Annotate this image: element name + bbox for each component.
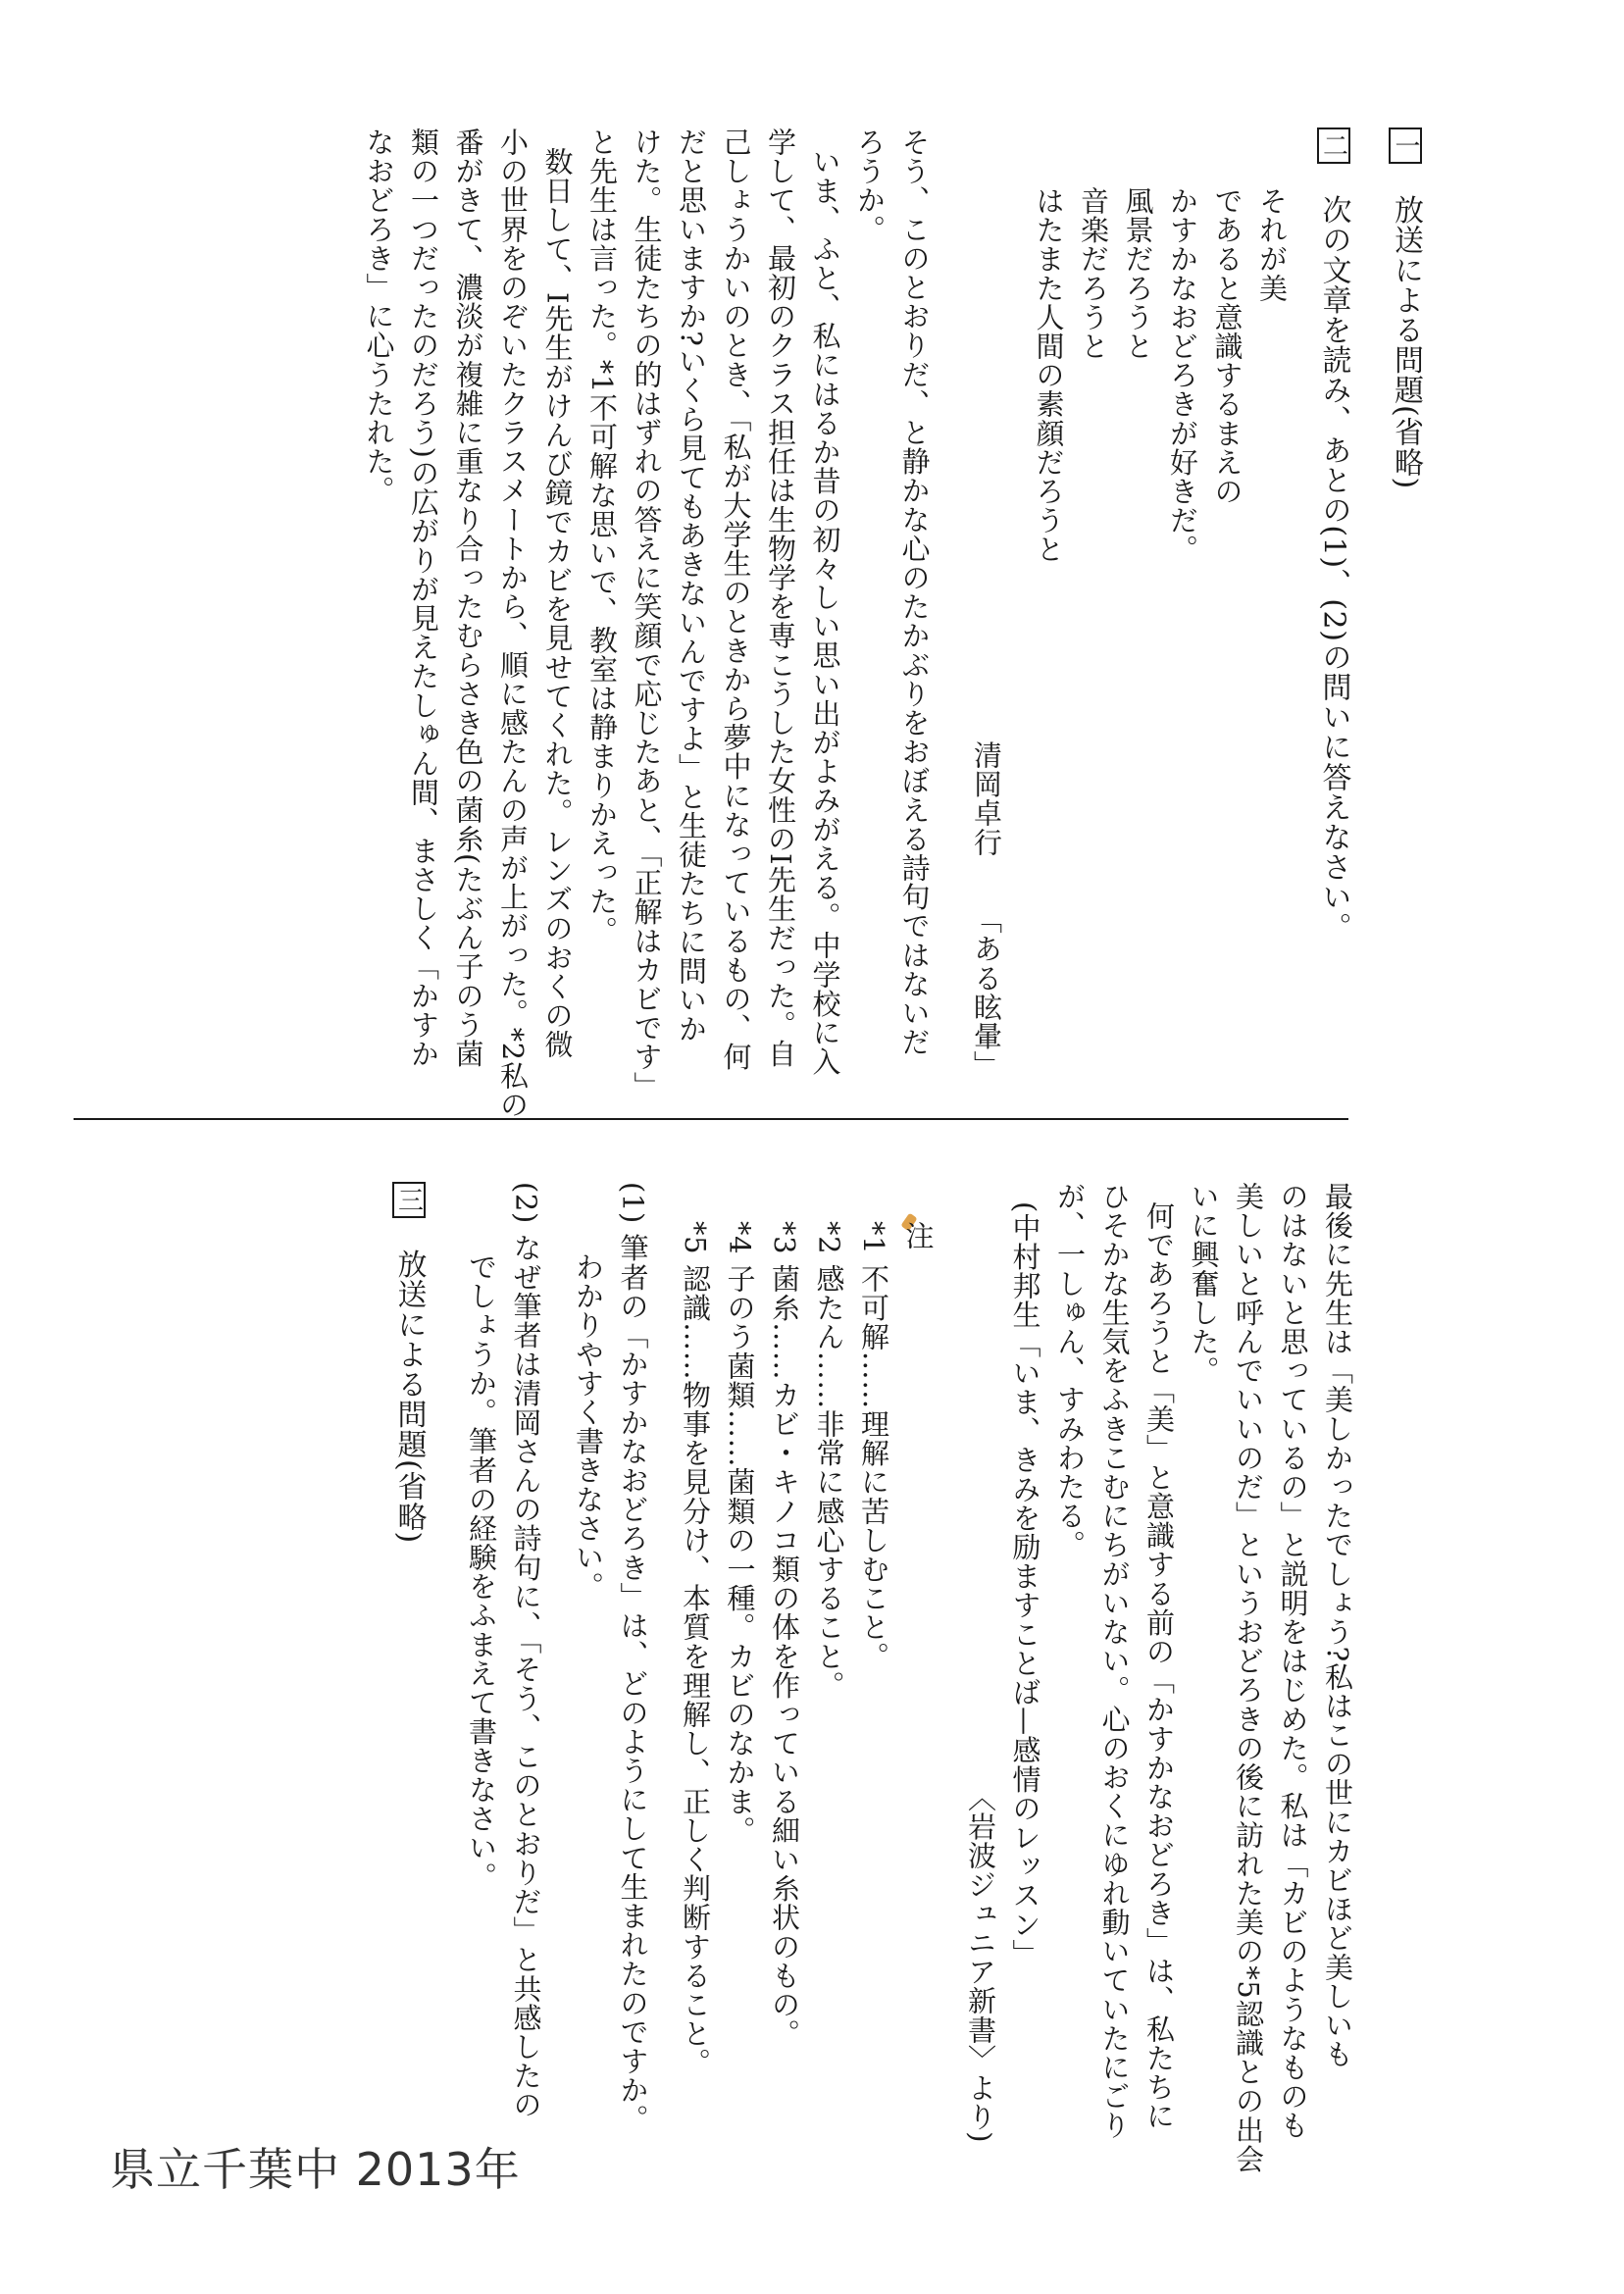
body-line: 何であろうと「美」と意識する前の「かすかなおどろき」は、私たちに [1142,1201,1176,2131]
question-continuation: でしょうか。筆者の経験をふまえて書きなさい。 [465,1252,498,1892]
section2-number: 二 [1317,127,1350,164]
body-line: のはないと思っているの」と説明をはじめた。私は「カビのようなものも [1276,1182,1310,2140]
body-line: ろうか。 [853,127,887,244]
body-line: 最後に先生は「美しかったでしょう?私はこの世にカビほど美しいも [1321,1182,1354,2069]
poem-line: であると意識するまえの [1210,186,1244,506]
body-line: いに興奮した。 [1187,1182,1221,1386]
notes-label: 注 [901,1221,936,1250]
body-line: いま、ふと、私にはるか昔の初々しい思い出がよみがえる。中学校に入 [808,147,842,1077]
body-line: ひそかな生気をふきこむにちがいない。心のおくにゆれ動いていたにごり [1097,1182,1132,2140]
section3-heading [386,1182,431,2143]
body-line: 類の一つだったのだろう)の広がりが見えたしゅん間、まさしく「かすか [407,127,440,1069]
body-line: 己しょうかいのとき、「私が大学生のときから夢中になっているもの、何 [719,127,753,1072]
question-number: (1) [616,1182,650,1224]
section2-instruction: 次の文章を読み、あとの(1)、(2)の問いに答えなさい。 [1316,194,1351,943]
body-line: が、一しゅん、すみわたる。 [1053,1182,1087,1559]
poem-title: 「ある眩暈」 [970,905,1003,1080]
question-1 [610,1182,655,2143]
section3-number: 三 [392,1182,426,1218]
body-line: 小の世界をのぞいたクラスメートから、順に感たんの声が上がった。*2私の [496,127,530,1119]
body-line: そう、このとおりだ、と静かな心のたかぶりをおぼえる詩句ではないだ [897,127,932,1057]
body-line: 番がきて、濃淡が複雑に重なり合ったむらさき色の菌糸(たぶん子のう菌 [451,127,485,1069]
top-half-column-block [330,127,1428,1119]
body-line: 数日して、I先生がけんび鏡でカビを見せてくれた。レンズのおくの微 [540,147,575,1059]
section2-heading [1311,127,1356,1108]
body-line: 美しいと呼んでいいのだ」というおどろきの後に訪れた美の*5認識との出会 [1232,1182,1265,2173]
source-author: (中村邦生「いま、きみを励ますことば—感情のレッスン」 [1008,1201,1042,1968]
poem-line: はたまた人間の素顔だろうと [1032,186,1066,564]
body-line: だと思いますか?いくら見てもあきないんですよ」と生徒たちに問いか [675,127,708,1044]
question-text: なぜ筆者は清岡さんの詩句に、「そう、このとおりだ」と共感したの [509,1233,543,2119]
note-item: *5 認識……物事を見分け、本質を理解し、正しく判断すること。 [679,1221,712,2077]
question-text: 筆者の「かすかなおどろき」は、どのようにして生まれたのですか。 [616,1233,650,2134]
section1-title: 放送による問題(省略) [1389,194,1423,489]
note-item: *4 子のう菌類……菌類の一種。カビのなかま。 [723,1221,757,1845]
poem-line: かすかなおどろきが好きだ。 [1166,186,1199,564]
poem-line: 音楽だろうと [1077,186,1110,361]
body-line: 学して、最初のクラス担任は生物学を専こうした女性のI先生だった。自 [764,127,797,1069]
poem-line: 風景だろうと [1121,186,1155,361]
question-2 [503,1182,548,2143]
section3-title: 放送による問題(省略) [391,1249,427,1544]
question-continuation: わかりやすく書きなさい。 [572,1252,605,1602]
body-line: なおどろき」に心うたれた。 [362,127,396,505]
poem-line: それが美 [1255,186,1289,303]
bottom-half-column-block [359,1182,1359,2173]
half-page-divider [74,1118,1348,1120]
handwritten-note: 県立千葉中 2013年 [110,2143,521,2196]
section1-heading [1384,127,1429,1108]
body-line: と先生は言った。*1不可解な思いで、教室は静まりかえった。 [585,127,619,945]
poem-author: 清岡卓行 [970,740,1003,857]
source-publisher: 〈岩波ジュニア新書〉より) [964,1782,997,2143]
section1-number: 一 [1389,127,1422,164]
note-item: *1 不可解……理解に苦しむこと。 [857,1221,890,1671]
poem-attribution [964,127,1009,1108]
note-item: *3 菌糸……カビ・キノコ類の体を作っている細い糸状のもの。 [768,1221,801,2049]
note-item: *2 感たん……非常に感心すること。 [812,1221,846,1700]
body-line: けた。生徒たちの的はずれの答えに笑顔で応じたあと、「正解はカビです」 [630,127,664,1100]
question-number: (2) [509,1182,543,1224]
